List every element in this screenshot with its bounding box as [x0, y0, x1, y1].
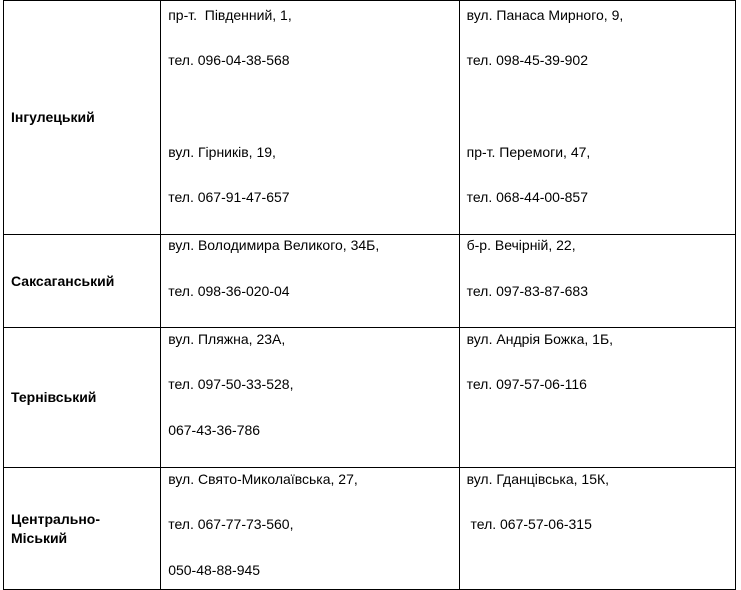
address-line: вул. Андрія Божка, 1Б,: [466, 331, 614, 347]
address-cell: [459, 1, 735, 235]
phone-line: тел. 067-91-47-657: [168, 189, 290, 205]
table-row: [4, 328, 736, 468]
address-line: вул. Панаса Мирного, 9,: [466, 7, 624, 23]
district-name-text: Центрально-Міський: [11, 510, 101, 546]
phone-line: тел. 067-57-06-315: [466, 516, 592, 532]
address-cell: [459, 328, 735, 468]
address-cell: [161, 1, 459, 235]
phone-line: тел. 098-45-39-902: [466, 52, 588, 68]
address-line: пр-т. Перемоги, 47,: [466, 144, 591, 160]
district-name: Тернівський: [4, 328, 161, 468]
phone-line: 067-43-36-786: [168, 422, 261, 438]
district-name: [4, 468, 161, 590]
phone-line: тел. 068-44-00-857: [466, 189, 588, 205]
address-line: вул. Гірників, 19,: [168, 144, 276, 160]
address-line: б-р. Вечірній, 22,: [466, 237, 576, 253]
phone-line: тел. 096-04-38-568: [168, 52, 290, 68]
address-line: вул. Гданцівська, 15К,: [466, 471, 610, 487]
table-row: [4, 235, 736, 328]
phone-line: тел. 097-50-33-528,: [168, 376, 294, 392]
phone-line: тел. 098-36-020-04: [168, 283, 290, 299]
phone-line: 050-48-88-945: [168, 562, 261, 578]
address-cell: [459, 468, 735, 590]
district-name: Інгулецький: [4, 1, 161, 235]
address-line: вул. Свято-Миколаївська, 27,: [168, 471, 358, 487]
table-row: [4, 1, 736, 235]
phone-line: тел. 097-83-87-683: [466, 283, 588, 299]
address-cell: [459, 235, 735, 328]
address-cell: [161, 328, 459, 468]
district-name: Саксаганський: [4, 235, 161, 328]
table-row: [4, 468, 736, 590]
phone-line: тел. 067-77-73-560,: [168, 516, 294, 532]
addresses-table: [3, 0, 736, 590]
address-cell: [161, 468, 459, 590]
address-cell: [161, 235, 459, 328]
address-line: вул. Володимира Великого, 34Б,: [168, 237, 380, 253]
address-line: вул. Пляжна, 23А,: [168, 331, 286, 347]
address-line: пр-т. Південний, 1,: [168, 7, 292, 23]
phone-line: тел. 097-57-06-116: [466, 376, 587, 392]
